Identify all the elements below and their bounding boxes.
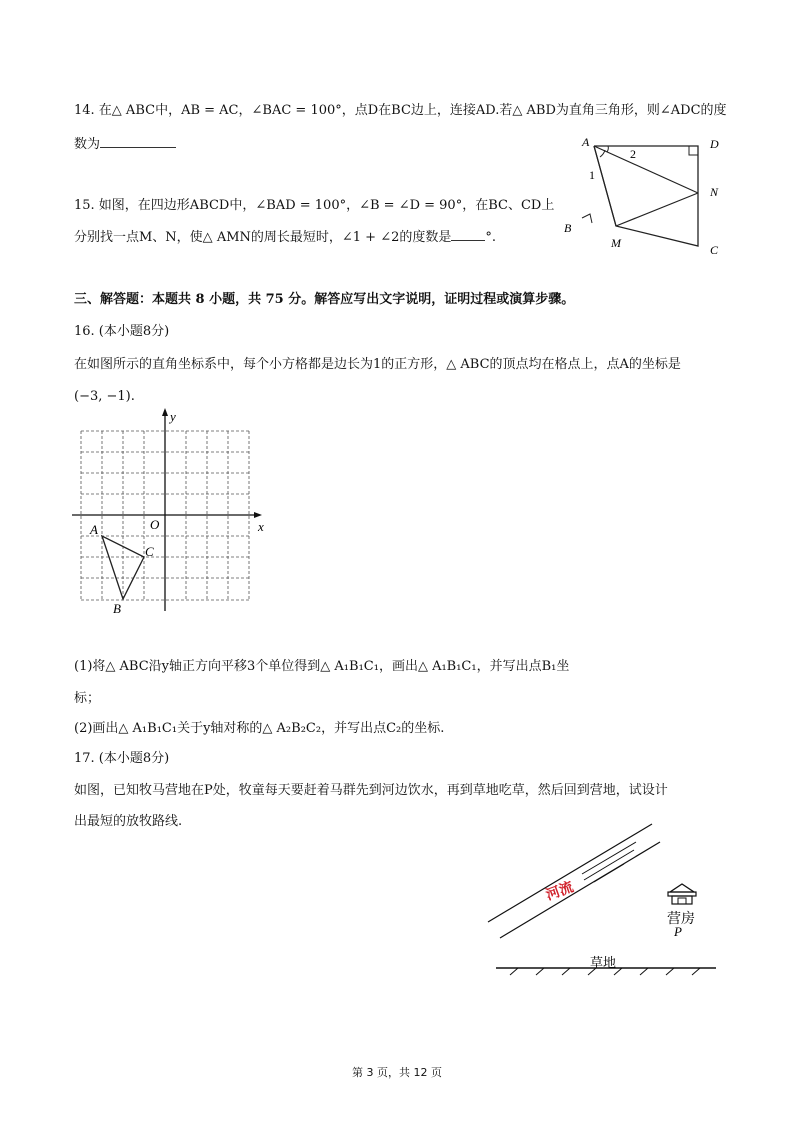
q16-part1-line2: 标； xyxy=(74,691,101,706)
segment-mn xyxy=(616,193,698,226)
label-m: M xyxy=(611,236,621,250)
segment-am xyxy=(594,146,616,226)
x-axis-arrow xyxy=(254,512,262,518)
figure-quadrilateral xyxy=(560,130,730,260)
label-origin: O xyxy=(150,517,160,532)
q14-line2 xyxy=(74,135,176,154)
label-b: B xyxy=(564,221,572,235)
label-angle-2: 2 xyxy=(630,147,636,161)
river-bank-upper xyxy=(488,824,652,922)
label-n: N xyxy=(710,185,719,199)
quad-outline xyxy=(594,146,698,246)
angle-1-arc xyxy=(600,150,605,157)
figure-river-camp xyxy=(484,820,724,980)
q15-line2-prefix: 分别找一点M、N，使△ AMN的周长最短时，∠1 + ∠2的度数是 xyxy=(74,230,452,245)
q16-line1: 在如图所示的直角坐标系中，每个小方格都是边长为1的正方形，△ ABC的顶点均在格点上，点A的坐标是 xyxy=(74,357,681,372)
label-a: A xyxy=(582,135,590,149)
label-x: x xyxy=(258,519,264,534)
right-angle-d xyxy=(689,146,698,155)
camp-point-label: P xyxy=(674,924,682,939)
river-current-2 xyxy=(584,850,634,880)
label-c: C xyxy=(710,243,719,257)
q17-line2: 出最短的放牧路线. xyxy=(74,814,183,829)
label-d: D xyxy=(710,137,719,151)
q16-title: 16. (本小题8分) xyxy=(74,324,170,339)
q14-line2-prefix: 数为 xyxy=(74,137,101,152)
grass-label: 草地 xyxy=(590,955,617,970)
page-footer: 第 3 页，共 12 页 xyxy=(352,1066,442,1079)
q15-answer-blank xyxy=(451,228,485,241)
section-heading: 三、解答题：本题共 8 小题，共 75 分。解答应写出文字说明，证明过程或演算步骤。 xyxy=(74,292,575,307)
q15-line2-suffix: °. xyxy=(485,230,497,245)
q15-line1: 15. 如图，在四边形ABCD中，∠BAD = 100°，∠B = ∠D = 90°，在BC、CD上 xyxy=(74,198,555,213)
camp-house-icon xyxy=(668,884,696,904)
label-angle-1: 1 xyxy=(589,168,595,182)
q16-line2: (−3, −1). xyxy=(74,389,135,404)
label-c: C xyxy=(145,544,154,559)
camp-label: 营房 xyxy=(667,912,695,927)
angle-2-arc xyxy=(607,146,608,152)
y-axis-arrow xyxy=(162,408,168,416)
figure-coordinate-grid xyxy=(70,405,275,620)
label-a: A xyxy=(90,522,98,537)
river-bank-lower xyxy=(500,842,660,938)
q17-line1: 如图，已知牧马营地在P处，牧童每天要赶着马群先到河边饮水，再到草地吃草，然后回到营地，试设计 xyxy=(74,783,668,798)
q14-line1: 14. 在△ ABC中，AB = AC，∠BAC = 100°，点D在BC边上，连接AD.若△ ABD为直角三角形，则∠ADC的度 xyxy=(74,103,727,118)
q14-answer-blank xyxy=(100,135,176,148)
label-y: y xyxy=(170,409,176,424)
river-current-1 xyxy=(582,842,636,874)
right-angle-b xyxy=(582,214,592,223)
river-current-3 xyxy=(594,864,624,882)
segment-an xyxy=(594,146,698,193)
q16-part2: (2)画出△ A₁B₁C₁关于y轴对称的△ A₂B₂C₂，并写出点C₂的坐标. xyxy=(74,721,445,736)
q16-part1-line1: (1)将△ ABC沿y轴正方向平移3个单位得到△ A₁B₁C₁，画出△ A₁B₁C₁，并写出点B₁坐 xyxy=(74,659,570,674)
q15-line2 xyxy=(74,228,496,247)
label-b: B xyxy=(113,601,121,616)
river-label: 河流 xyxy=(544,880,576,904)
q17-title: 17. (本小题8分) xyxy=(74,751,170,766)
